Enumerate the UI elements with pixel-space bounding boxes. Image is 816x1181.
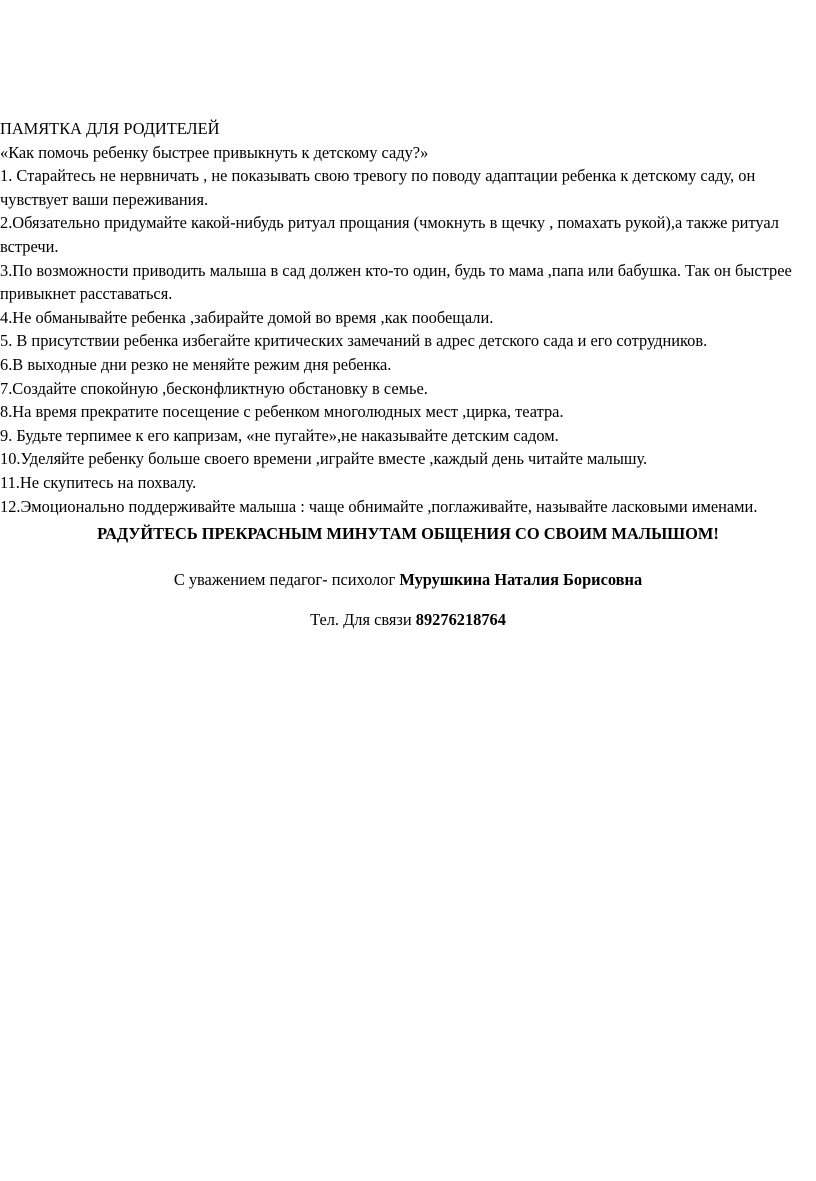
list-item: 3.По возможности приводить малыша в сад должен кто-то один, будь то мама ,папа или бабушка. Так он быстрее привыкнет расставаться. [0, 260, 792, 304]
document-subtitle: «Как помочь ребенку быстрее привыкнуть к детскому саду?» [0, 142, 429, 162]
list-item: 2.Обязательно придумайте какой-нибудь ритуал прощания (чмокнуть в щечку , помахать рукой),а также ритуал встречи. [0, 213, 779, 256]
signature-name: Мурушкина Наталия Борисовна [399, 570, 643, 590]
closing-banner: РАДУЙТЕСЬ ПРЕКРАСНЫМ МИНУТАМ ОБЩЕНИЯ СО СВОИМ МАЛЫШОМ! [97, 524, 719, 544]
signature-prefix: С уважением педагог- психолог [173, 570, 400, 590]
phone-number: 89276218764 [415, 610, 506, 630]
signature-line [0, 568, 816, 592]
list-item: 12.Эмоционально поддерживайте малыша : чаще обнимайте ,поглаживайте, называйте ласковыми именами. [0, 496, 758, 516]
list-item: 1. Старайтесь не нервничать , не показывать свою тревогу по поводу адаптации ребенка к детскому саду, он чувствует ваши переживания. [0, 166, 756, 209]
document-page [0, 117, 816, 632]
list-item: 8.На время прекратите посещение с ребенком многолюдных мест ,цирка, театра. [0, 402, 564, 422]
list-item: 7.Создайте спокойную ,бесконфликтную обстановку в семье. [0, 378, 428, 398]
list-item: 10.Уделяйте ребенку больше своего времени ,играйте вместе ,каждый день читайте малышу. [0, 449, 648, 469]
contact-line [0, 608, 816, 632]
list-item: 6.В выходные дни резко не меняйте режим дня ребенка. [0, 354, 392, 374]
list-item: 11.Не скупитесь на похвалу. [0, 472, 197, 492]
document-title: ПАМЯТКА ДЛЯ РОДИТЕЛЕЙ [0, 119, 220, 138]
list-item: 4.Не обманывайте ребенка ,забирайте домой во время ,как пообещали. [0, 307, 494, 327]
list-item: 9. Будьте терпимее к его капризам, «не пугайте»,не наказывайте детским садом. [0, 425, 559, 445]
phone-label: Тел. Для связи [310, 610, 416, 630]
list-item: 5. В присутствии ребенка избегайте критических замечаний в адрес детского сада и его сотрудников. [0, 331, 708, 351]
